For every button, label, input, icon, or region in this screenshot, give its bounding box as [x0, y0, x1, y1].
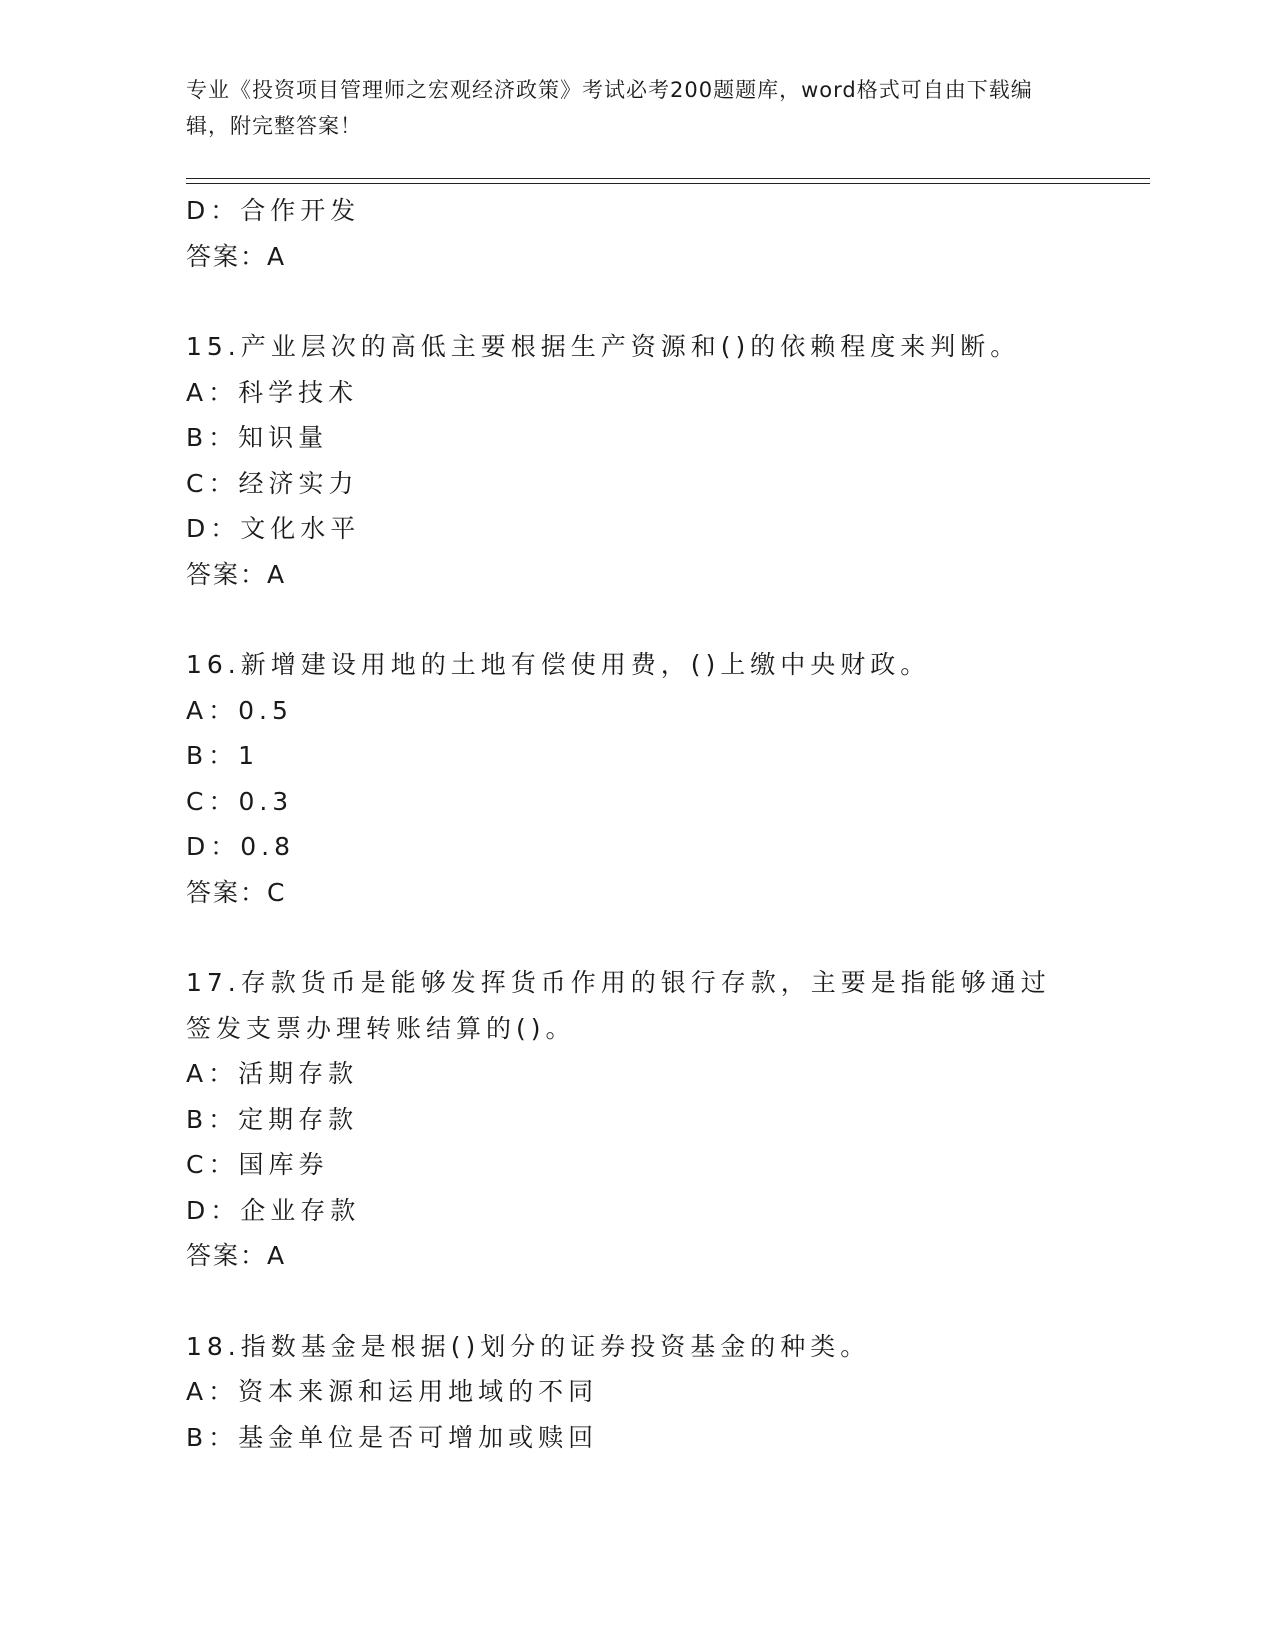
- spacer: [186, 279, 1086, 324]
- option-b: B：1: [186, 741, 260, 770]
- option-c: C：0.3: [186, 786, 294, 816]
- option-b: B：知识量: [186, 423, 329, 452]
- carryover-answer: 答案：A: [186, 241, 287, 271]
- question-18: [186, 1324, 1086, 1461]
- option-a: A：0.5: [186, 695, 293, 725]
- option-a: A：科学技术: [186, 377, 359, 407]
- question-stem: 18.指数基金是根据()划分的证券投资基金的种类。: [186, 1331, 871, 1361]
- answer-label: 答案：C: [186, 877, 287, 907]
- header-divider-top: [186, 178, 1150, 179]
- option-d: D：企业存款: [186, 1195, 361, 1225]
- option-a: A：资本来源和运用地域的不同: [186, 1377, 599, 1406]
- header-divider-bottom: [186, 183, 1150, 184]
- spacer: [186, 1279, 1086, 1324]
- spacer: [186, 915, 1086, 960]
- option-c: C：经济实力: [186, 468, 359, 498]
- option-a: A：活期存款: [186, 1059, 359, 1088]
- header-intro-text: 专业《投资项目管理师之宏观经济政策》考试必考200题题库，word格式可自由下载编辑，附完整答案！: [186, 78, 1033, 138]
- question-stem: 15.产业层次的高低主要根据生产资源和()的依赖程度来判断。: [186, 332, 1021, 361]
- answer-label: 答案：A: [186, 559, 287, 589]
- question-list: [186, 188, 1086, 1460]
- option-b: B：基金单位是否可增加或赎回: [186, 1422, 599, 1452]
- carryover-option-d: D：合作开发: [186, 196, 361, 225]
- document-header: [186, 72, 1066, 144]
- question-stem: 17.存款货币是能够发挥货币作用的银行存款，主要是指能够通过签发支票办理转账结算的()。: [186, 968, 1051, 1043]
- option-b: B：定期存款: [186, 1104, 359, 1134]
- question-16: [186, 642, 1086, 915]
- question-17: [186, 960, 1086, 1279]
- answer-label: 答案：A: [186, 1241, 287, 1270]
- spacer: [186, 597, 1086, 642]
- option-c: C：国库券: [186, 1150, 329, 1179]
- question-stem: 16.新增建设用地的土地有偿使用费，()上缴中央财政。: [186, 650, 931, 679]
- option-d: D：0.8: [186, 832, 296, 861]
- option-d: D：文化水平: [186, 514, 361, 543]
- question-15: [186, 324, 1086, 597]
